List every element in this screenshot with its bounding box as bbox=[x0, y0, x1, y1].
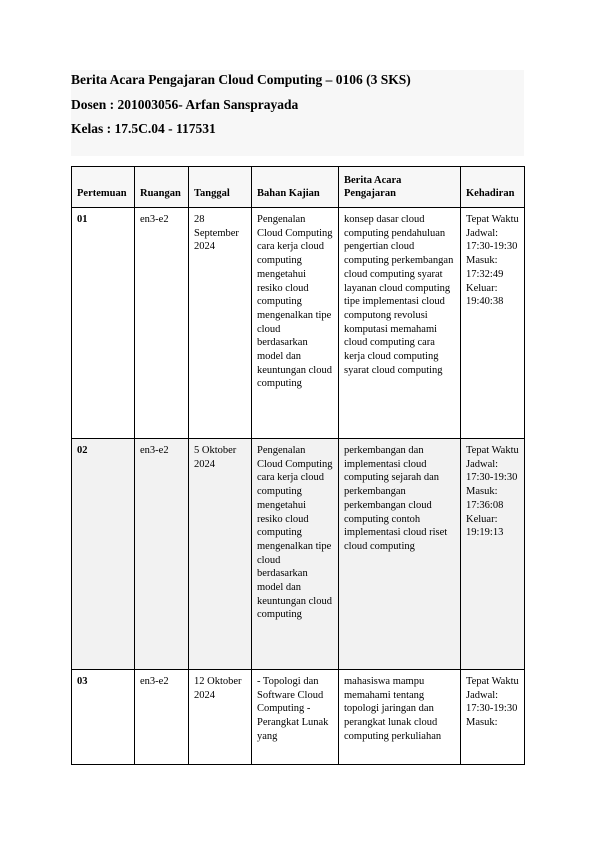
cell-bahan-kajian: Pengenalan Cloud Computing cara kerja cloud computing mengetahui resiko cloud computing mengenalkan tipe cloud berdasarkan model dan keuntungan cloud computing bbox=[252, 439, 339, 670]
table-row bbox=[72, 439, 525, 670]
cell-berita-acara bbox=[339, 670, 461, 765]
table-header-row bbox=[72, 167, 525, 208]
column-header-tanggal: Tanggal bbox=[189, 167, 252, 208]
cell-kehadiran bbox=[461, 670, 525, 765]
table-row bbox=[72, 670, 525, 765]
cell-ruangan: en3-e2 bbox=[135, 670, 189, 765]
cell-berita-acara: konsep dasar cloud computing pendahuluan pengertian cloud computing perkembangan cloud computing syarat layanan cloud computing tipe implementasi cloud computong revolusi komputasi memahami cloud computing cara kerja cloud computing syarat cloud computing bbox=[339, 208, 461, 439]
cell-tanggal: 28 September 2024 bbox=[189, 208, 252, 439]
document-title: Berita Acara Pengajaran Cloud Computing – 0106 (3 SKS) bbox=[71, 72, 411, 87]
table-row bbox=[72, 208, 525, 439]
class-line: Kelas : 17.5C.04 - 117531 bbox=[71, 121, 216, 136]
lecturer-line: Dosen : 201003056- Arfan Sansprayada bbox=[71, 97, 299, 112]
column-header-bahan-kajian: Bahan Kajian bbox=[252, 167, 339, 208]
cell-ruangan: en3-e2 bbox=[135, 439, 189, 670]
cell-tanggal: 5 Oktober 2024 bbox=[189, 439, 252, 670]
cell-bahan-kajian bbox=[252, 670, 339, 765]
column-header-pertemuan: Pertemuan bbox=[72, 167, 135, 208]
cell-berita-acara-text: mahasiswa mampu memahami tentang topologi jaringan dan perangkat lunak cloud computing perkuliahan bbox=[344, 676, 442, 742]
cell-kehadiran: Tepat Waktu Jadwal: 17:30-19:30 Masuk: 17:36:08 Keluar: 19:19:13 bbox=[461, 439, 525, 670]
cell-bahan-kajian-text: - Topologi dan Software Cloud Computing - Perangkat Lunak yang bbox=[257, 676, 329, 742]
cell-pertemuan: 01 bbox=[72, 208, 135, 439]
cell-pertemuan: 02 bbox=[72, 439, 135, 670]
cell-tanggal: 12 Oktober 2024 bbox=[189, 670, 252, 765]
cell-berita-acara: perkembangan dan implementasi cloud computing sejarah dan perkembangan perkembangan cloud computing contoh implementasi cloud riset cloud computing bbox=[339, 439, 461, 670]
cell-bahan-kajian: Pengenalan Cloud Computing cara kerja cloud computing mengetahui resiko cloud computing mengenalkan tipe cloud berdasarkan model dan keuntungan cloud computing bbox=[252, 208, 339, 439]
cell-kehadiran: Tepat Waktu Jadwal: 17:30-19:30 Masuk: 17:32:49 Keluar: 19:40:38 bbox=[461, 208, 525, 439]
column-header-ruangan: Ruangan bbox=[135, 167, 189, 208]
cell-ruangan: en3-e2 bbox=[135, 208, 189, 439]
document-header bbox=[71, 70, 524, 156]
column-header-kehadiran: Kehadiran bbox=[461, 167, 525, 208]
cell-pertemuan: 03 bbox=[72, 670, 135, 765]
column-header-berita-acara: Berita Acara Pengajaran bbox=[339, 167, 461, 208]
cell-kehadiran-text: Tepat Waktu Jadwal: 17:30-19:30 Masuk: bbox=[466, 676, 519, 729]
attendance-table bbox=[71, 166, 525, 765]
